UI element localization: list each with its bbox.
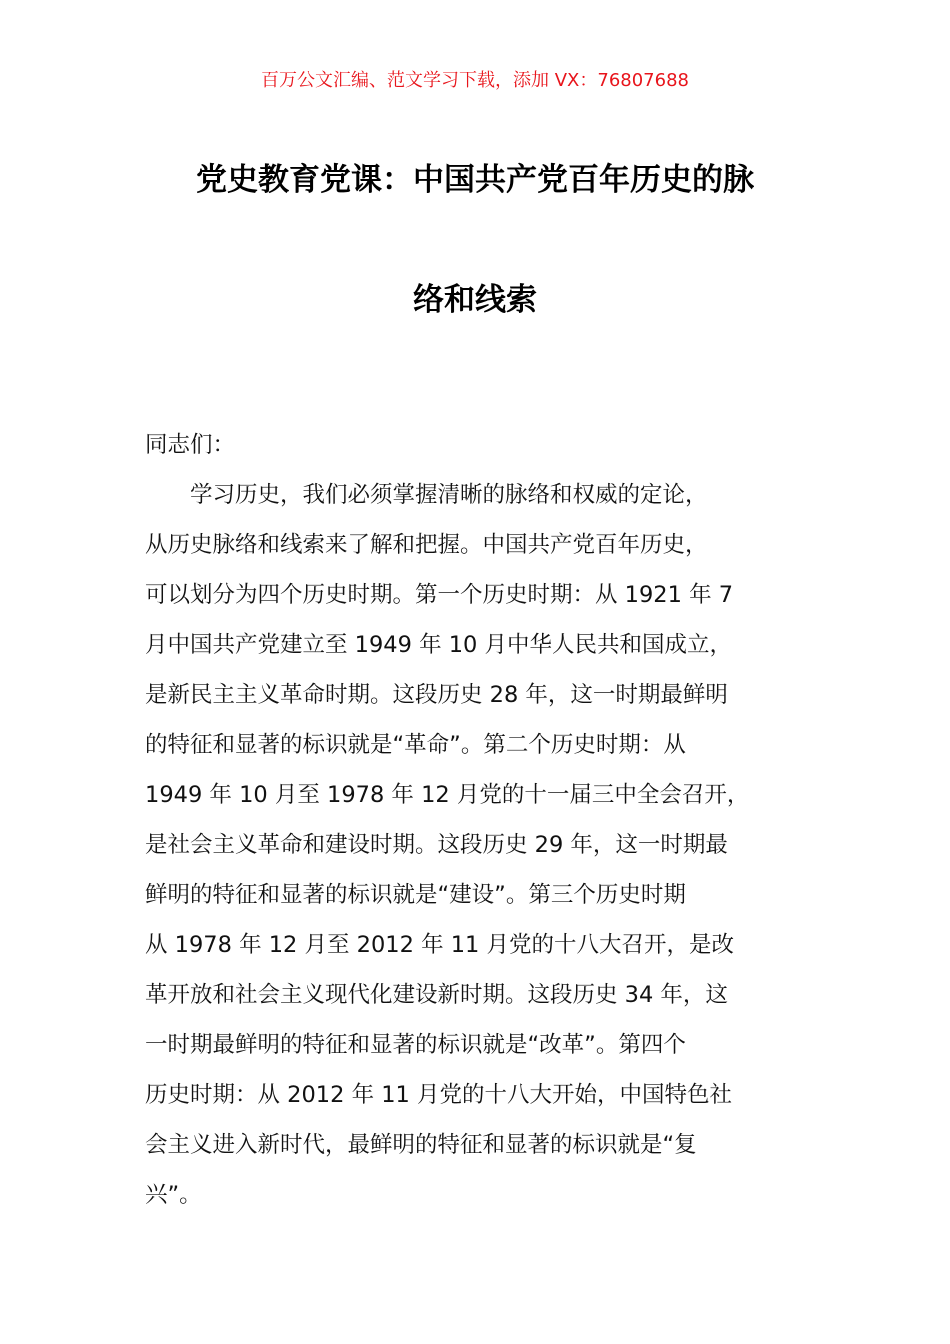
paragraph-line: 1949 年 10 月至 1978 年 12 月党的十一届三中全会召开， — [145, 782, 750, 808]
header-watermark-note: 百万公文汇编、范文学习下载，添加 VX：76807688 — [261, 70, 689, 91]
paragraph-line: 可以划分为四个历史时期。第一个历史时期：从 1921 年 7 — [145, 582, 734, 608]
paragraph-line: 月中国共产党建立至 1949 年 10 月中华人民共和国成立， — [145, 632, 733, 658]
salutation: 同志们： — [145, 432, 236, 458]
paragraph-line: 从 1978 年 12 月至 2012 年 11 月党的十八大召开，是改 — [145, 932, 734, 958]
paragraph-line: 是社会主义革命和建设时期。这段历史 29 年，这一时期最 — [145, 832, 728, 858]
paragraph-line: 学习历史，我们必须掌握清晰的脉络和权威的定论， — [145, 482, 708, 508]
paragraph-line: 是新民主主义革命时期。这段历史 28 年，这一时期最鲜明 — [145, 682, 728, 708]
paragraph-line: 历史时期：从 2012 年 11 月党的十八大开始，中国特色社 — [145, 1082, 733, 1108]
document-title-line-2: 络和线索 — [413, 282, 537, 318]
paragraph-line: 革开放和社会主义现代化建设新时期。这段历史 34 年，这 — [145, 982, 728, 1008]
paragraph-line: 鲜明的特征和显著的标识就是“建设”。第三个历史时期 — [145, 882, 686, 908]
paragraph-line: 兴”。 — [145, 1182, 202, 1208]
document-body — [145, 420, 825, 1220]
paragraph-line: 会主义进入新时代，最鲜明的特征和显著的标识就是“复 — [145, 1132, 697, 1158]
paragraph-line: 一时期最鲜明的特征和显著的标识就是“改革”。第四个 — [145, 1032, 686, 1058]
paragraph-line: 的特征和显著的标识就是“革命”。第二个历史时期：从 — [145, 732, 686, 758]
document-title-line-1: 党史教育党课：中国共产党百年历史的脉 — [196, 162, 754, 198]
paragraph-line: 从历史脉络和线索来了解和把握。中国共产党百年历史， — [145, 532, 708, 558]
